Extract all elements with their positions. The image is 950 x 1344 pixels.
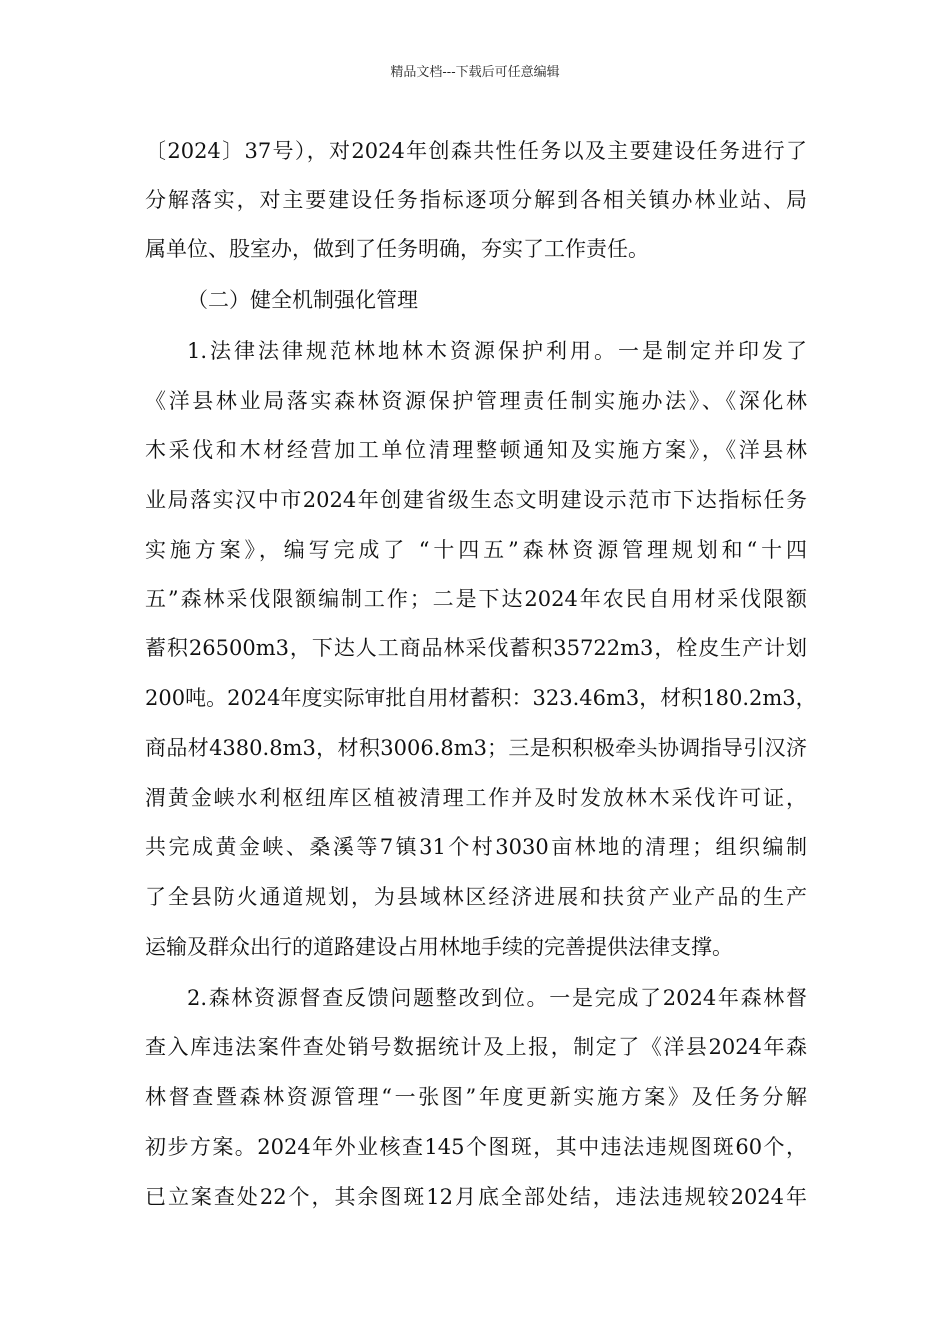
text-line: 《洋县林业局落实森林资源保护管理责任制实施办法》、《深化林: [145, 389, 807, 413]
text-line: 分解落实，对主要建设任务指标逐项分解到各相关镇办林业站、局: [145, 188, 807, 212]
section-heading: （二）健全机制强化管理: [187, 288, 418, 312]
text-line: 1.法律法律规范林地林木资源保护利用。一是制定并印发了: [187, 339, 807, 363]
text-line: 〔2024〕37号），对2024年创森共性任务以及主要建设任务进行了: [145, 139, 807, 163]
text-line: 蓄积26500m3，下达人工商品林采伐蓄积35722m3，栓皮生产计划: [145, 636, 807, 660]
text-line: 了全县防火通道规划，为县域林区经济进展和扶贫产业产品的生产: [145, 885, 807, 909]
text-line: 渭黄金峡水利枢纽库区植被清理工作并及时发放林木采伐许可证，: [145, 786, 807, 810]
text-line: 初步方案。2024年外业核查145个图斑，其中违法违规图斑60个，: [145, 1135, 807, 1159]
text-line: 2.森林资源督查反馈问题整改到位。一是完成了2024年森林督: [187, 986, 807, 1010]
text-line: 200吨。2024年度实际审批自用材蓄积：323.46m3，材积180.2m3，: [145, 686, 817, 710]
text-line: 五”森林采伐限额编制工作；二是下达2024年农民自用材采伐限额: [145, 587, 807, 611]
text-line: 运输及群众出行的道路建设占用林地手续的完善提供法律支撑。: [145, 935, 733, 959]
text-line: 共完成黄金峡、桑溪等7镇31个村3030亩林地的清理；组织编制: [145, 835, 807, 859]
text-line: 林督查暨森林资源管理“一张图”年度更新实施方案》及任务分解: [145, 1085, 807, 1109]
text-line: 已立案查处22个，其余图斑12月底全部处结，违法违规较2024年: [145, 1185, 807, 1209]
text-line: 属单位、股室办，做到了任务明确，夯实了工作责任。: [145, 237, 649, 261]
page-header: 精品文档---下载后可任意编辑: [390, 65, 560, 80]
text-line: 业局落实汉中市2024年创建省级生态文明建设示范市下达指标任务: [145, 488, 807, 512]
text-line: 木采伐和木材经营加工单位清理整顿通知及实施方案》，《洋县林: [145, 438, 807, 462]
text-line: 商品材4380.8m3，材积3006.8m3；三是积积极牵头协调指导引汉济: [145, 736, 807, 760]
text-line: 实施方案》，编写完成了 “十四五”森林资源管理规划和“十四: [145, 538, 807, 562]
text-line: 查入库违法案件查处销号数据统计及上报，制定了《洋县2024年森: [145, 1035, 807, 1059]
